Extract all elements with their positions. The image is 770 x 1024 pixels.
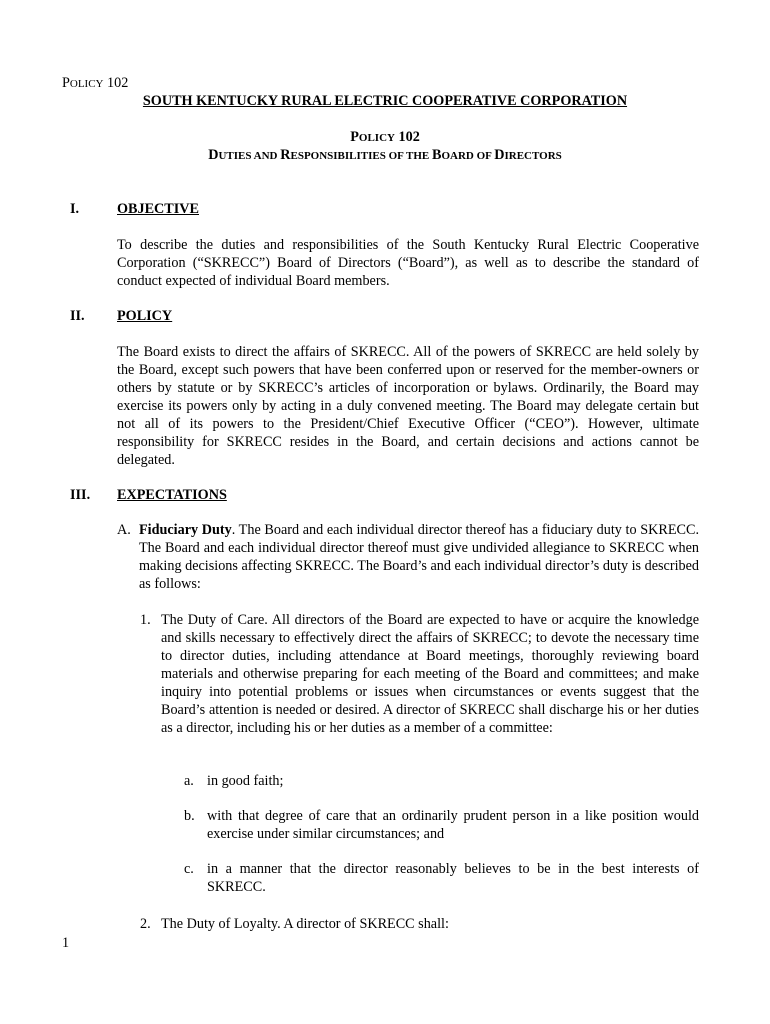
sub-item-c-text: in a manner that the director reasonably believes to be in the best interests of SKRECC.: [207, 861, 699, 895]
fiduciary-duty-title: Fiduciary Duty: [139, 522, 232, 538]
section-policy-body: The Board exists to direct the affairs of SKRECC. All of the powers of SKRECC are held solely by the Board, except such powers that have been conferred upon or reserved for the member-owners or others by statute or by SKRECC’s articles of incorporation or bylaws. Ordinarily, the Board may exercise its powers only by acting in a duly convened meeting. The Board may delegate certain but not all of its powers to the President/Chief Executive Officer (“CEO”). However, ultimate responsibility for SKRECC resides in the Board, and certain decisions and actions cannot be delegated.: [117, 344, 699, 468]
subtitle-part: ESPONSIBILITIES OF THE: [290, 150, 433, 162]
sub-item-a-text: in good faith;: [207, 773, 284, 789]
section-policy-numeral: II.: [70, 308, 85, 324]
duty-of-care-text: The Duty of Care. All directors of the Board are expected to have or acquire the knowledge and skills necessary to effectively direct the affairs of SKRECC; to devote the necessary time to director duties, including attendance at Board meetings, thoroughly reviewing board materials and otherwise preparing for each meeting of the Board and committees; and make inquiry into potential problems or issues when circumstances or events suggest that the Board’s attention is needed or desired. A director of SKRECC shall discharge his or her duties as a director, including his or her duties as a member of a committee:: [161, 612, 699, 736]
sub-item-a-marker: a.: [184, 773, 194, 789]
fiduciary-duty-body: . The Board and each individual director thereof has a fiduciary duty to SKRECC. The Board and each individual director thereof must give undivided allegiance to SKRECC when making decisions affecting SKRECC. The Board’s and each individual director’s duty is described as follows:: [139, 522, 699, 592]
subtitle-part: IRECTORS: [504, 150, 562, 162]
page-number: 1: [62, 935, 70, 951]
section-objective-numeral: I.: [70, 201, 80, 217]
policy-number: 102: [398, 129, 420, 145]
section-objective-body: To describe the duties and responsibilities of the South Kentucky Rural Electric Cooperative Corporation (“SKRECC”) Board of Directors (“Board”), as well as to describe the standard of conduct expected of individual Board members.: [117, 237, 699, 289]
organization-title: SOUTH KENTUCKY RURAL ELECTRIC COOPERATIVE CORPORATION: [142, 93, 628, 109]
section-expectations-heading: EXPECTATIONS: [117, 487, 227, 503]
header-policy-word-cap: P: [62, 75, 70, 91]
item-a-text: [139, 521, 699, 593]
sub-item-b-text: with that degree of care that an ordinarily prudent person in a like position would exercise under similar circumstances; and: [207, 808, 699, 842]
header-policy-label: [62, 74, 128, 93]
header-policy-word-rest: OLICY: [69, 78, 104, 90]
section-objective-heading: OBJECTIVE: [117, 201, 199, 217]
sub-item-b-marker: b.: [184, 808, 195, 824]
policy-number-heading: POLICY 102: [350, 129, 420, 145]
subtitle-part: OARD OF: [441, 150, 495, 162]
sub-item-c-marker: c.: [184, 861, 194, 877]
section-expectations-numeral: III.: [70, 487, 91, 503]
header-policy-number: 102: [107, 75, 129, 91]
item-a-marker: A.: [117, 522, 131, 538]
item-1-marker: 1.: [140, 612, 151, 628]
section-policy-heading: POLICY: [117, 308, 173, 324]
policy-subtitle: DUTIES AND RESPONSIBILITIES OF THE BOARD OF DIRECTORS: [208, 147, 562, 163]
subtitle-part: UTIES AND: [218, 150, 281, 162]
duty-of-loyalty-text: The Duty of Loyalty. A director of SKRECC shall:: [161, 916, 449, 932]
item-2-marker: 2.: [140, 916, 151, 932]
